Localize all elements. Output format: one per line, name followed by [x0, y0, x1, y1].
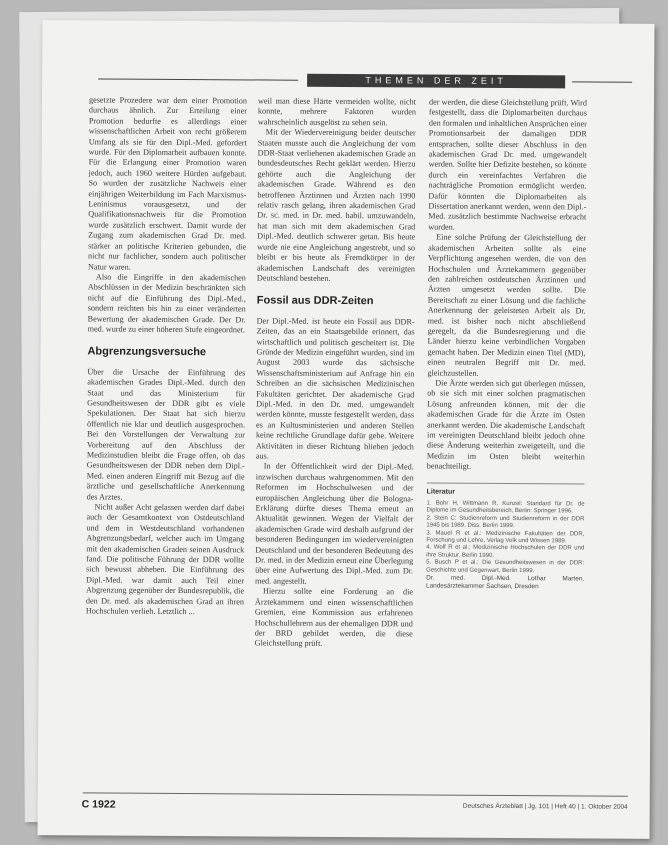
document-page: [38, 20, 655, 839]
text-column-1: [86, 95, 247, 617]
paragraph: Eine solche Prüfung der Gleichstellung der akademischen Arbeiten sollte als eine Verpflichtung angesehen werden, die von den Hochschulen und Ärztekammern gegenüber den zahlreichen ostdeutschen Ärztinnen und Ärzten umgesetzt werden sollte. Die Bereitschaft zu einer Lösung und die fachliche Anerkennung der geleisteten Arbeit als Dr. med. ist bisher noch nicht abschließend geregelt, da die Bundesregierung und die Länder hierzu keine verbindlichen Vorgaben gemacht haben. Der Medizin einen Titel (MD), einen neutralen Begriff mit Dr. med. gleichzustellen.: [427, 232, 587, 378]
header-rule-right: [572, 81, 632, 82]
section-heading: Fossil aus DDR-Zeiten: [256, 294, 374, 308]
footnote: 1. Bohr H, Wittmann R, Kunzel: Standard für Dr. de Diplome im Gesundheitsbereich, Berlin: Springer 1996.: [426, 500, 585, 515]
paragraph: weil man diese Härte vermeiden wollte, nicht konnte, mehrere Faktoren wurden wahrscheinlich ausgelöst zu sehen sein.: [257, 96, 417, 128]
footnote: 5. Busch P et al.: Die Gesundheitswesen in der DDR: Geschichte und Gegenwart, Berlin 1999.: [426, 559, 585, 574]
paragraph: Über die Ursache der Einführung des akademischen Grades Dipl.-Med. durch den Staat und das Ministerium für Gesundheitswesen der DDR gibt es viele Spekulationen. Der Staat hat sich hierzu öffentlich nie klar und deutlich ausgesprochen. Bei den Vorstellungen der Verwaltung zur Vorbereitung auf den Abschluss der Medizinstudien bleibt die Frage offen, ob das Gesundheitswesen der DDR neben dem Dipl.-Med. einen anderen Eingriff mit Bezug auf die ärztliche und gesellschaftliche Anerkennung des Arztes.: [86, 367, 246, 502]
footnote: 3. Mauel R et al.: Medizinische Fakultäten der DDR, Forschung und Lehre, Verlag Volk und Wissen 1989.: [426, 530, 585, 545]
paragraph: In der Öffentlichkeit wird der Dipl.-Med. inzwischen durchaus wahrgenommen. Mit den Reformen im Hochschulwesen und der europäischen Angleichung über die Bologna-Erklärung dürfte dieses Thema erneut an Aktualität gewinnen. Wegen der Vielfalt der akademischen Grade wird deshalb aufgrund der besonderen Bedingungen im wiedervereinigten Deutschland und der besonderen Bedeutung des Dr. med. in der Medizin erneut eine Überlegung über eine Aufwertung des Dipl.-Med. zum Dr. med. angestellt.: [255, 461, 414, 586]
paragraph: Also die Eingriffe in den akademischen Abschlüssen in der Medizin beschränkten sich nicht auf die Einführung des Dipl.-Med., sondern reichten bis hin zu einer veränderten Bewertung der akademischen Grade. Der Dr. med. wurde zu einer höheren Stufe eingeordnet.: [87, 272, 246, 335]
journal-citation: Deutsches Ärzteblatt | Jg. 101 | Heft 40 | 1. Oktober 2004: [462, 802, 628, 811]
footnote: 2. Stein C: Studienreform und Studienreform in der DDR 1945 bis 1989. Diss. Berlin 1999.: [426, 515, 585, 530]
paragraph: Mit der Wiedervereinigung beider deutscher Staaten musste auch die Angleichung der vom DDR-Staat verliehenen akademischen Grade an bundesdeutsches Recht geklärt werden. Hierzu gehörte auch die Angleichung der akademischen Grade. Während es den betroffenen Ärztinnen und Ärzten nach 1990 relativ rasch gelang, ihren akademischen Grad Dr. sc. med. in Dr. med. habil. umzuwandeln, hat man sich mit dem akademischen Grad Dipl.-Med. deutlich schwerer getan. Bis heute wurde nie eine Angleichung angestrebt, und so bleibt er bis heute als Fremdkörper in der akademischen Landschaft des vereinigten Deutschland bestehen.: [256, 127, 416, 283]
text-column-3: [426, 98, 587, 592]
footnotes-title: Literatur: [426, 488, 456, 496]
header-rule-left: [98, 78, 298, 80]
paragraph: Der Dipl.-Med. ist heute ein Fossil aus DDR-Zeiten, das an ein Staatsgebilde erinnert, das wirtschaftlich und politisch gescheitert ist. Die Gründe der Medizin eingeführt wurden, sind im August 2003 wurde das sächsische Wissenschaftsministerium auf Anfrage hin ein Schreiben an die sächsischen Medizinischen Fakultäten gerichtet. Der akademische Grad Dipl.-Med. in den Dr. med. umgewandelt werden könnte, musste festgestellt werden, dass es an Kultusministerien und anderen Stellen keine rechtliche Grundlage dafür gebe. Weitere Aktivitäten in dieser Richtung blieben jedoch aus.: [255, 316, 415, 461]
footnote: 4. Wolf R et al.: Medizinische Hochschulen der DDR und ihre Struktur, Berlin 1990.: [426, 544, 585, 559]
footer-rule: [83, 792, 628, 796]
footnotes: [426, 482, 585, 575]
paragraph: der werden, die diese Gleichstellung prüft. Wird festgestellt, dass die Diplomarbeiten durchaus den formalen und inhaltlichen Ansprüchen einer Promotionsarbeit der damaligen DDR entsprachen, sollte dieser Abschluss in den akademischen Grad Dr. med. umgewandelt werden. Sollte hier Defizite bestehen, so könnte durch ein vereinfachtes Verfahren die nachträgliche Promotion ermöglicht werden. Dafür könnten die Diplomarbeiten als Dissertation anerkannt werden, wenn den Dipl.-Med. zusätzlich bestimmte Nachweise erbracht wurden.: [428, 97, 588, 232]
paragraph: gesetzte Prozedere war dem einer Promotion durchaus ähnlich. Zur Erteilung einer Promotion bedurfte es allerdings einer wissenschaftlichen Arbeit von recht größerem Umfang als sie für den Dipl.-Med. gefordert wurde. Für den Diplomarbeit aufbauen konnte. Für die Erlangung einer Promotion waren jedoch, auch 1960 weitere Hürden aufgebaut. So wurden der zusätzliche Nachweis einer einjährigen Weiterbildung im Fach Marxismus-Leninismus vorausgesetzt, und der Qualifikationsnachweis für die Promotion wurde zusätzlich erschwert. Damit wurde der Zugang zum akademischen Grad Dr. med. stärker an politische Kriterien gebunden, die nicht nur fachlicher, sondern auch politischer Natur waren.: [87, 95, 248, 272]
text-column-2: [255, 96, 416, 650]
paragraph: Die Ärzte werden sich gut überlegen müssen, ob sie sich mit einer solchen pragmatischen Lösung anfreunden können, mit der die akademischen Grade für die Ärzte im Osten anerkannt werden. Die akademische Landschaft im vereinigten Deutschland bleibt jedoch ohne diese Änderung weiterhin zweigeteilt, und die Medizin im Osten bleibt weiterhin benachteiligt.: [426, 378, 586, 471]
paragraph: Hierzu sollte eine Forderung an die Ärztekammern und einen wissenschaftlichen Gremien, eine Kommission aus erfahrenen Hochschullehrern aus der ehemaligen DDR und der BRD gebildet werden, die diese Gleichstellung prüft.: [254, 586, 414, 649]
paragraph: Nicht außer Acht gelassen werden darf dabei auch der Gesamtkontext von Ostdeutschland und dem in Westdeutschland vorhandenen Abgrenzungsbedarf, welcher auch im Umgang mit den akademischen Graden seinen Ausdruck fand. Die politische Führung der DDR wollte sich bewusst abheben. Die Einführung des Dipl.-Med. war damit auch Teil einer Abgrenzung gegenüber der Bundesrepublik, die den Dr. med. als akademischen Grad an ihren Hochschulen verlieh. Letztlich ...: [85, 502, 245, 617]
author-address: Dr. med. Dipl.-Med. Lothar Marten, Landesärztekammer Sachsen, Dresden: [426, 574, 585, 591]
section-heading: Abgrenzungsversuche: [87, 345, 207, 359]
page-number: C 1922: [81, 798, 116, 811]
section-header: THEMEN DER ZEIT: [307, 74, 565, 89]
